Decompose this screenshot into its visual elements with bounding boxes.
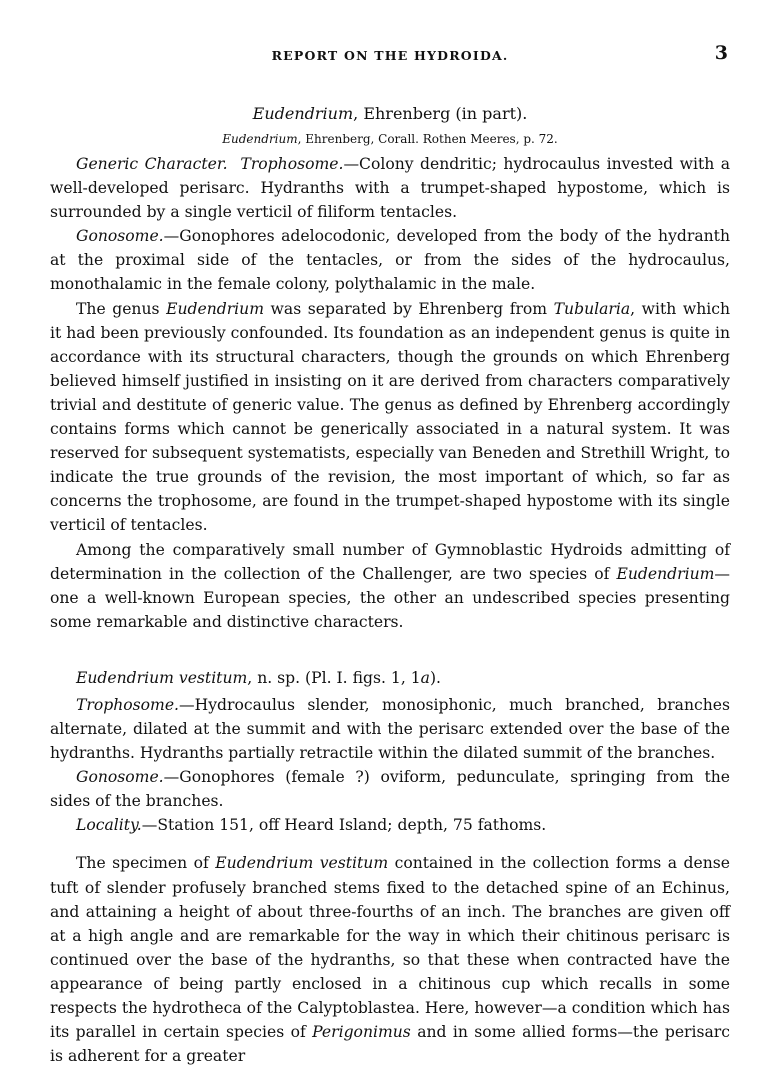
locality-label: Locality. [76,816,142,835]
genus-authority: , Ehrenberg (in part). [353,104,528,123]
text-run: Among the comparatively small number of Gymnoblastic Hydroids admitting of determination in the collection of the Challenger, are two species of [50,540,730,583]
species-plate-ref: , n. sp. (Pl. I. figs. 1, 1 [247,668,421,687]
running-head [50,40,730,74]
species-gonosome-label: Gonosome. [76,768,164,787]
text-run: —one a well-known European species, the other an undescribed species presenting some remarkable and distinctive characters. [50,564,730,631]
species-gonosome-paragraph [50,765,730,813]
text-run: was separated by Ehrenberg from [264,299,554,318]
species-trophosome-paragraph [50,693,730,765]
species-trophosome-label: Trophosome. [76,695,180,714]
running-title: REPORT ON THE HYDROIDA. [271,48,509,63]
species-heading [50,666,730,690]
gonosome-label: Gonosome. [76,227,164,246]
species-plate-close: ). [429,668,441,687]
italic-run: Eudendrium [166,299,264,318]
genus-reference-text: , Ehrenberg, Corall. Rothen Meeres, p. 72. [297,132,558,146]
gonosome-paragraph [50,224,730,296]
text-run: The specimen of [76,854,216,873]
generic-character-paragraph [50,152,730,224]
page-number: 3 [714,42,728,64]
genus-heading [50,104,730,124]
gonosome-text: —Gonophores adelocodonic, developed from the body of the hydranth at the proximal side of the tentacles, or from the sides of the hydrocaulus, monothalamic in the female colony, polythalamic in the male. [50,227,730,294]
italic-run: Tubularia [553,299,631,318]
text-run: and in some allied forms—the perisarc is adherent for a greater [50,1023,730,1066]
trophosome-text: —Colony dendritic; hydrocaulus invested with a well-developed perisarc. Hydranths with a trumpet-shaped hypostome, which is surrounded by a single verticil of filiform tentacles. [50,155,730,222]
locality-paragraph [50,813,730,837]
species-trophosome-text: —Hydrocaulus slender, monosiphonic, much branched, branches alternate, dilated at the summit and with the perisarc extended over the base of the hydranths. Hydranths partially retractile within the dilated summit of the branches. [50,695,730,763]
gymnoblastic-paragraph [50,538,730,634]
species-name: Eudendrium vestitum [76,668,248,687]
text-run: , with which it had been previously confounded. Its foundation as an independent genus is quite in accordance with its structural characters, though the grounds on which Ehrenberg believed himself justified in insisting on it are derived from characters comparatively trivial and destitute of generic value. The genus as defined by Ehrenberg accordingly contains forms which cannot be generically associated in a natural system. It was reserved for subsequent systematists, especially van Beneden and Strethill Wright, to indicate the true grounds of the revision, the most important of which, so far as concerns the trophosome, are found in the trumpet-shaped hypostome with its single verticil of tentacles. [50,299,731,535]
genus-reference-name: Eudendrium [222,132,298,146]
generic-character-label: Generic Character. [76,155,228,173]
italic-run: Eudendrium [616,564,715,583]
italic-run: Perigonimus [312,1023,411,1042]
italic-run: Eudendrium vestitum [215,854,389,873]
species-gonosome-text: —Gonophores (female ?) oviform, pedunculate, springing from the sides of the branches. [50,768,730,811]
page [50,40,730,1068]
species-fig-letter: a [420,668,430,687]
genus-discussion-paragraph [50,297,730,538]
text-run: The genus [76,299,167,318]
text-run: contained in the collection forms a dense tuft of slender profusely branched stems fixed to the detached spine of an Echinus, and attaining a height of about three-fourths of an inch. The branches are given off at a high angle and are remarkable for the way in which their chitinous perisarc is continued over the base of the hydranths, so that these when contracted have the appearance of being partly enclosed in a chitinous cup which recalls in some respects the hydrotheca of the Calyptoblastea. Here, however—a condition which has its parallel in certain species of [50,854,730,1042]
genus-reference [50,130,730,148]
trophosome-label: Trophosome. [240,155,344,173]
genus-name: Eudendrium [252,104,354,123]
locality-text: —Station 151, off Heard Island; depth, 75 fathoms. [141,816,547,835]
specimen-paragraph [50,851,730,1068]
